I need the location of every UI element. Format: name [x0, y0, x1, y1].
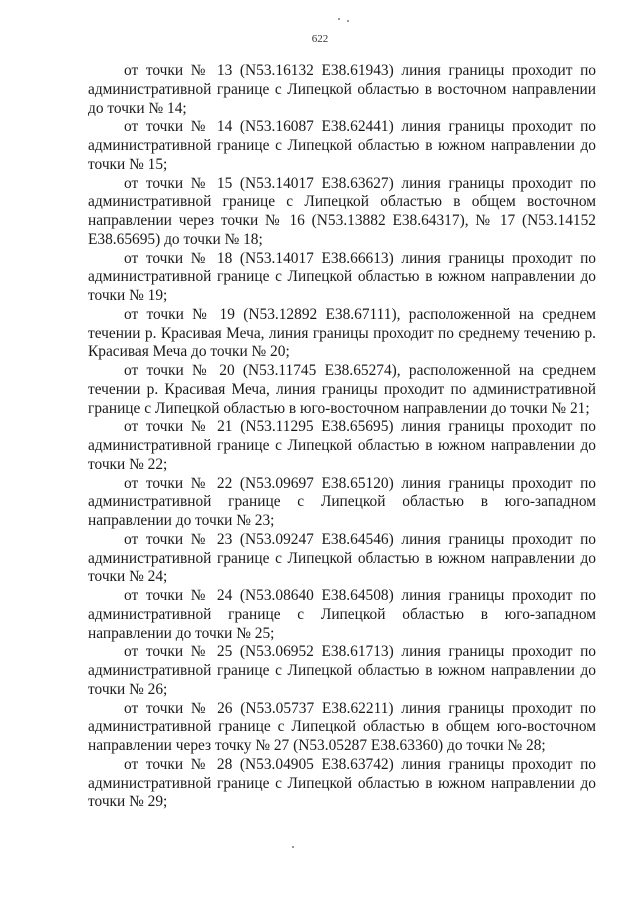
page-number: 622 [311, 33, 329, 45]
boundary-paragraph: от точки № 25 (N53.06952 E38.61713) линия границы проходит по административной границе с Липецкой областью в южном направлении до точки № 26; [88, 643, 596, 698]
boundary-paragraph: от точки № 24 (N53.08640 E38.64508) линия границы проходит по административной границе с Липецкой областью в юго-западном направлении до точки № 25; [88, 587, 596, 642]
boundary-paragraph: от точки № 18 (N53.14017 E38.66613) линия границы проходит по административной границе с Липецкой областью в южном направлении до точки № 19; [88, 249, 596, 304]
document-body [88, 62, 596, 812]
scan-speck [292, 846, 294, 848]
boundary-paragraph: от точки № 26 (N53.05737 E38.62211) линия границы проходит по административной границе с Липецкой областью в общем юго-восточном направлении через точку № 27 (N53.05287 E38.63360) до точки № 28; [88, 699, 596, 754]
scan-speck [338, 18, 340, 20]
scan-speck [347, 20, 349, 22]
boundary-paragraph: от точки № 20 (N53.11745 E38.65274), расположенной на среднем течении р. Красивая Меча, линия границы проходит по административной границе с Липецкой областью в юго-восточном направлении до точки № 21; [88, 362, 596, 417]
boundary-paragraph: от точки № 28 (N53.04905 E38.63742) линия границы проходит по административной границе с Липецкой областью в южном направлении до точки № 29; [88, 755, 596, 811]
boundary-paragraph: от точки № 22 (N53.09697 E38.65120) линия границы проходит по административной границе с Липецкой областью в юго-западном направлении до точки № 23; [88, 474, 596, 529]
boundary-paragraph: от точки № 19 (N53.12892 E38.67111), расположенной на среднем течении р. Красивая Меча, линия границы проходит по среднему течению р. Красивая Меча до точки № 20; [88, 305, 596, 361]
boundary-paragraph: от точки № 13 (N53.16132 E38.61943) линия границы проходит по административной границе с Липецкой областью в восточном направлении до точки № 14; [88, 62, 596, 117]
boundary-paragraph: от точки № 21 (N53.11295 E38.65695) линия границы проходит по административной границе с Липецкой областью в южном направлении до точки № 22; [88, 418, 596, 473]
boundary-paragraph: от точки № 23 (N53.09247 E38.64546) линия границы проходит по административной границе с Липецкой областью в южном направлении до точки № 24; [88, 530, 596, 586]
boundary-paragraph: от точки № 15 (N53.14017 E38.63627) линия границы проходит по административной границе с Липецкой областью в общем восточном направлении через точки № 16 (N53.13882 E38.64317), № 17 (N53.14152 E38.65695) до точки № 18; [88, 174, 596, 248]
boundary-paragraph: от точки № 14 (N53.16087 E38.62441) линия границы проходит по административной границе с Липецкой областью в южном направлении до точки № 15; [88, 118, 596, 173]
